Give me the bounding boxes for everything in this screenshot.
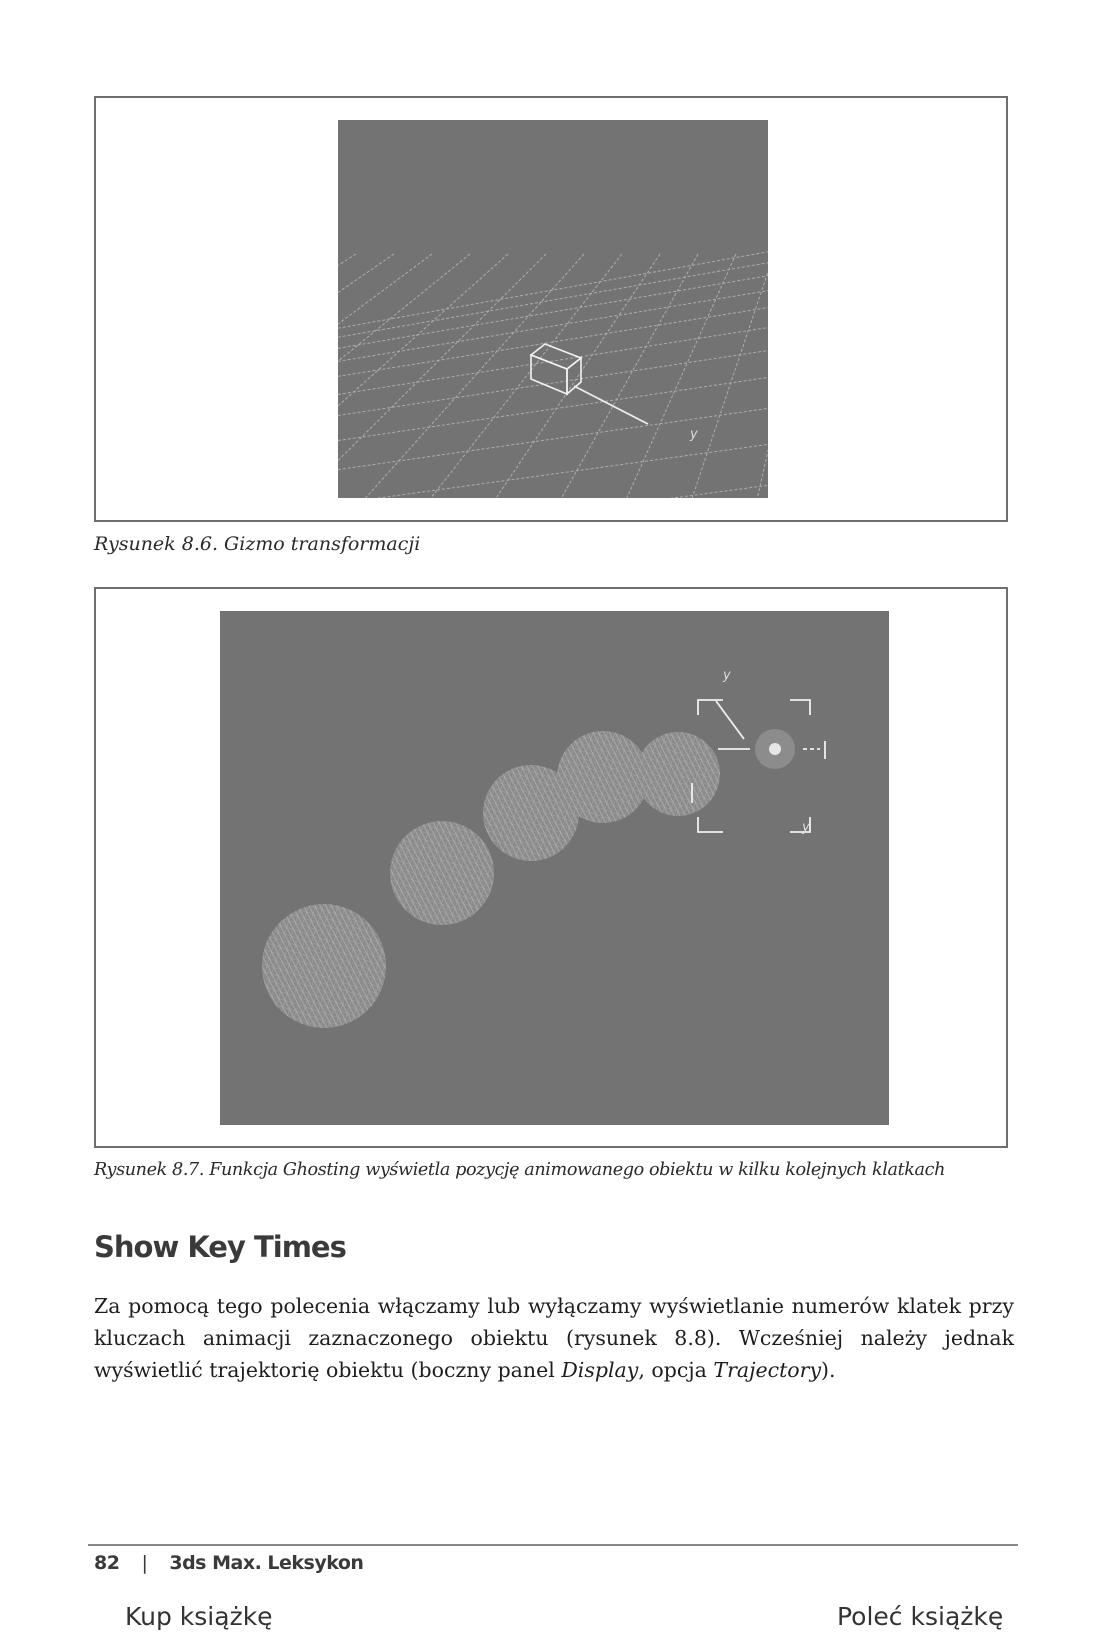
box-object [531,344,581,394]
body-text-start: Za pomocą tego polecenia włączamy lub wyłączamy wyświetlanie numerów klatek przy kluczach animacji zaznaczonego obiektu (rysunek 8.8). Wcześniej należy jednak wyświetlić trajektorię obiektu (boczny panel [94,1294,1014,1382]
body-emphasis-trajectory: Trajectory [713,1358,822,1382]
transform-gizmo-axis [574,386,648,424]
current-sphere [755,729,795,769]
y-axis-label: y [690,427,698,442]
figure-8-6-frame [94,96,1008,522]
section-body [94,1290,1014,1386]
body-text-end: ). [821,1358,836,1382]
footer-divider [88,1544,1018,1546]
perspective-grid [338,250,768,498]
figure-8-7-frame [94,587,1008,1148]
gizmo-y-label-top: y [723,668,731,683]
recommend-book-link[interactable]: Poleć książkę [837,1602,1004,1631]
figure-8-6-caption: Rysunek 8.6. Gizmo transformacji [94,533,421,555]
viewport-gizmo [338,120,768,498]
gizmo-viewport-render [338,120,768,498]
footer-separator: | [141,1552,148,1574]
page-footer [94,1552,363,1574]
figure-8-7-caption: Rysunek 8.7. Funkcja Ghosting wyświetla pozycję animowanego obiektu w kilku kolejnych klatkach [94,1160,946,1180]
ghost-sphere-2 [390,821,494,925]
ghosting-viewport-render [220,611,889,1125]
ghost-sphere-4 [557,731,649,823]
gizmo-y-label-bottom: y [802,820,810,835]
book-title: 3ds Max. Leksykon [169,1552,364,1574]
ghost-sphere-5 [636,732,720,816]
body-emphasis-display: Display [561,1358,639,1382]
body-text-middle: , opcja [638,1358,714,1382]
section-heading: Show Key Times [94,1230,346,1264]
buy-book-link[interactable]: Kup książkę [125,1602,273,1631]
viewport-ghosting [220,611,889,1125]
ghost-sphere-1 [262,904,386,1028]
page-number: 82 [94,1552,120,1574]
